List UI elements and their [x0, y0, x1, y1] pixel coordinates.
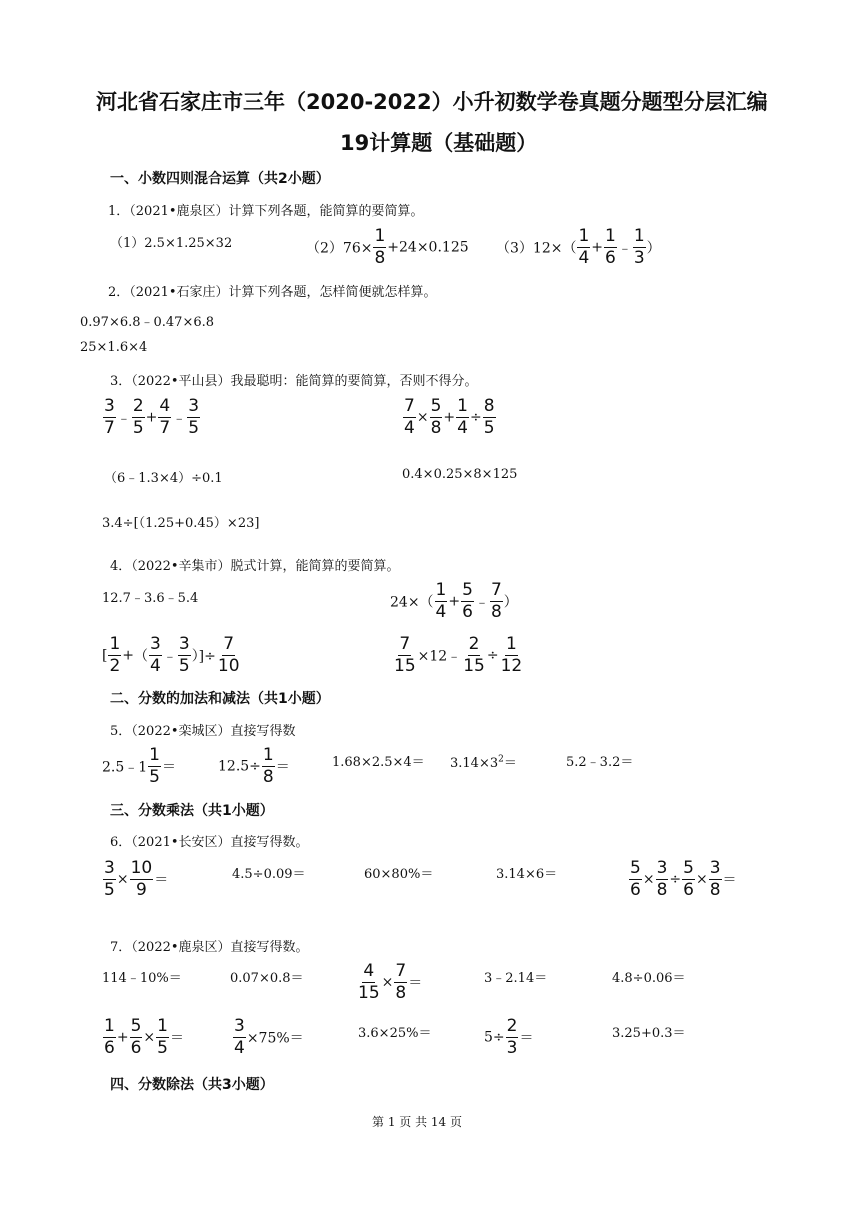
q7-expr-7: [232, 1018, 304, 1057]
q5-expr-1: [102, 747, 176, 786]
q7-expr-6: [102, 1018, 184, 1057]
fraction: $\frac{1}{5}$: [157, 1016, 168, 1058]
op: ＝: [169, 1030, 184, 1047]
fraction: $\frac{3}{7}$: [104, 396, 115, 438]
q7-e7-suffix: ×75%＝: [246, 1030, 304, 1047]
op: +: [448, 593, 461, 610]
fraction: $\frac{7}{8}$: [395, 961, 407, 1003]
q1-c-prefix: （3）12×（: [496, 240, 577, 257]
fraction: $\frac{7}{8}$: [490, 580, 502, 622]
fraction: $\frac{4}{15}$: [358, 961, 380, 1003]
fraction: $\frac{3}{8}$: [656, 858, 668, 900]
fraction: $\frac{1}{4}$: [457, 396, 468, 438]
q4-expr-1: 12.7﹣3.6﹣5.4: [102, 591, 199, 606]
paren: （: [134, 648, 149, 665]
q4-e2-suffix: ）: [503, 594, 518, 611]
page-title-line1: 河北省石家庄市三年（2020-2022）小升初数学卷真题分题型分层汇编: [96, 90, 768, 114]
question-1-stem: 1．（2021•鹿泉区）计算下列各题，能简算的要简算。: [108, 204, 424, 219]
op: ÷: [469, 409, 482, 426]
op: +: [443, 409, 456, 426]
fraction: $\frac{5}{6}$: [130, 1016, 142, 1058]
fraction: $\frac{3}{5}$: [178, 634, 190, 676]
fraction: $\frac{5}{6}$: [630, 858, 641, 900]
question-4-stem: 4．（2022•辛集市）脱式计算，能简算的要简算。: [110, 559, 400, 574]
fraction: $\frac{7}{10}$: [217, 634, 240, 676]
op: ＝: [408, 975, 423, 992]
question-7-stem: 7．（2022•鹿泉区）直接写得数。: [110, 940, 309, 955]
op: ＝: [162, 759, 176, 776]
fraction: $\frac{1}{12}$: [500, 634, 523, 676]
q7-expr-9: [484, 1018, 533, 1057]
q6-expr-5: [628, 860, 737, 899]
q7-expr-5: 4.8÷0.06＝: [612, 971, 686, 986]
section-heading-1: 一、小数四则混合运算（共2小题）: [110, 171, 330, 187]
fraction: $\frac{5}{8}$: [430, 396, 442, 438]
op: ×: [143, 1029, 156, 1046]
q7-e9-prefix: 5÷: [484, 1029, 505, 1046]
op: ＝: [519, 1030, 534, 1047]
fraction: $\frac{1}{5}$: [149, 745, 160, 787]
q4-expr-2: [390, 582, 518, 621]
q3-expr-4: 0.4×0.25×8×125: [402, 467, 518, 482]
op: +: [591, 239, 604, 256]
question-3-stem: 3．（2022•平山县）我最聪明：能简算的要简算，否则不得分。: [110, 374, 478, 389]
q1-expr-c: [496, 228, 661, 267]
fraction: $\frac{1}{4}$: [578, 226, 590, 268]
q6-expr-1: [102, 860, 168, 899]
q3-expr-2: [402, 398, 497, 437]
page-title-line2: 19计算题（基础题）: [340, 131, 538, 155]
q5-expr-4: [450, 752, 517, 771]
q7-expr-4: 3﹣2.14＝: [484, 971, 548, 986]
q1-b-prefix: （2）76×: [306, 240, 373, 257]
op: ＝: [154, 872, 169, 889]
op: ÷: [486, 647, 499, 664]
q1-expr-a: （1）2.5×1.25×32: [110, 236, 233, 251]
q5-e4-suffix: ＝: [503, 756, 517, 771]
op: ＝: [722, 872, 737, 889]
section-heading-2: 二、分数的加法和减法（共1小题）: [110, 691, 330, 707]
q7-expr-8: 3.6×25%＝: [358, 1026, 432, 1041]
fraction: $\frac{7}{4}$: [404, 396, 415, 438]
section-heading-3: 三、分数乘法（共1小题）: [110, 803, 274, 819]
q4-expr-4: [392, 636, 524, 675]
q1-c-suffix: ）: [646, 240, 661, 257]
fraction: $\frac{1}{4}$: [435, 580, 447, 622]
q6-expr-3: 60×80%＝: [364, 867, 434, 882]
q7-expr-1: 114﹣10%＝: [102, 971, 182, 986]
fraction: $\frac{3}{5}$: [104, 858, 115, 900]
section-heading-4: 四、分数除法（共3小题）: [110, 1077, 274, 1093]
op: ×: [642, 871, 655, 888]
op: ﹣: [162, 648, 177, 665]
op: ÷: [669, 871, 682, 888]
fraction: $\frac{2}{3}$: [506, 1016, 518, 1058]
q1-b-suffix: +24×0.125: [387, 239, 469, 256]
fraction: $\frac{8}{5}$: [483, 396, 495, 438]
op: +: [122, 647, 135, 664]
op: ×: [381, 974, 394, 991]
q3-expr-3: （6﹣1.3×4）÷0.1: [104, 471, 223, 486]
op: +: [116, 1029, 129, 1046]
op: ﹣: [617, 240, 632, 257]
q7-expr-2: 0.07×0.8＝: [230, 971, 304, 986]
q2-expr-a: 0.97×6.8﹣0.47×6.8: [80, 315, 215, 330]
question-6-stem: 6．（2021•长安区）直接写得数。: [110, 835, 309, 850]
fraction: $\frac{5}{6}$: [462, 580, 473, 622]
fraction: $\frac{1}{2}$: [109, 634, 121, 676]
fraction: $\frac{4}{7}$: [159, 396, 171, 438]
fraction: $\frac{1}{6}$: [605, 226, 616, 268]
q5-expr-5: 5.2﹣3.2＝: [566, 755, 634, 770]
question-5-stem: 5．（2022•栾城区）直接写得数: [110, 724, 296, 739]
op: ×: [116, 871, 129, 888]
fraction: $\frac{7}{15}$: [394, 634, 416, 676]
op: ﹣: [172, 410, 187, 427]
fraction: $\frac{3}{5}$: [188, 396, 200, 438]
q3-expr-1: [102, 398, 201, 437]
op: ×12﹣: [417, 648, 462, 665]
q5-e4-prefix: 3.14×3: [450, 756, 499, 771]
op: ＝: [275, 759, 290, 776]
q6-expr-2: 4.5÷0.09＝: [232, 867, 306, 882]
fraction: $\frac{3}{8}$: [709, 858, 721, 900]
q5-expr-2: [218, 747, 290, 786]
fraction: $\frac{3}{4}$: [234, 1016, 245, 1058]
q3-expr-5: 3.4÷[（1.25+0.45）×23]: [102, 516, 260, 531]
q7-expr-3: [356, 963, 422, 1002]
fraction: $\frac{10}{9}$: [130, 858, 153, 900]
fraction: $\frac{1}{6}$: [104, 1016, 115, 1058]
fraction: $\frac{1}{8}$: [262, 745, 274, 787]
question-2-stem: 2．（2021•石家庄）计算下列各题，怎样简便就怎样算。: [108, 285, 437, 300]
q6-expr-4: 3.14×6＝: [496, 867, 558, 882]
fraction: $\frac{1}{8}$: [374, 226, 386, 268]
fraction: $\frac{2}{15}$: [463, 634, 485, 676]
fraction: $\frac{1}{3}$: [633, 226, 645, 268]
op: ×: [416, 409, 429, 426]
op: ﹣: [474, 594, 489, 611]
fraction: $\frac{5}{6}$: [683, 858, 694, 900]
op: ﹣: [116, 410, 131, 427]
page-footer: 第 1 页 共 14 页: [372, 1115, 462, 1129]
q4-expr-3: [102, 636, 242, 675]
q1-expr-b: [306, 228, 469, 267]
bracket: ）]÷: [191, 648, 216, 665]
q7-expr-10: 3.25+0.3＝: [612, 1026, 686, 1041]
exponent: 2: [498, 754, 504, 765]
q4-e2-prefix: 24×（: [390, 594, 434, 611]
fraction: $\frac{3}{4}$: [150, 634, 161, 676]
bracket: [: [102, 647, 108, 664]
q2-expr-b: 25×1.6×4: [80, 340, 148, 355]
op: ×: [695, 871, 708, 888]
fraction: $\frac{2}{5}$: [132, 396, 144, 438]
q5-e1-prefix: 2.5﹣1: [102, 759, 148, 776]
op: +: [145, 409, 158, 426]
q5-e2-prefix: 12.5÷: [218, 758, 261, 775]
q5-expr-3: 1.68×2.5×4＝: [332, 755, 425, 770]
